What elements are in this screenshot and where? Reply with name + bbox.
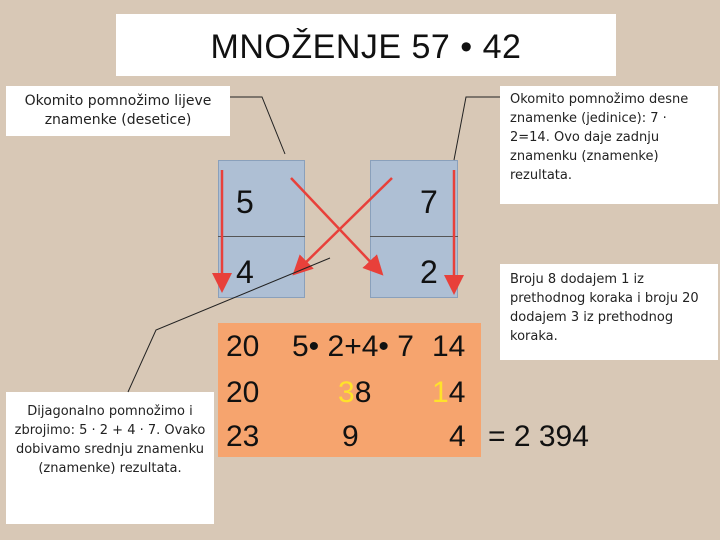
row3-units: 4 — [449, 420, 466, 453]
row1-middle: 5• 2+4• 7 — [292, 330, 414, 363]
note-diagonal: Dijagonalno pomnožimo i zbrojimo: 5 · 2 + 4 · 7. Ovako dobivamo srednju znamenku (znamenke) rezultata. — [6, 392, 214, 524]
page-title: MNOŽENJE 57 • 42 — [210, 28, 522, 66]
row3-tens: 23 — [226, 420, 260, 453]
connector-diagonal-note — [128, 258, 330, 392]
digit-bottom-left: 4 — [236, 254, 254, 290]
row2-middle-highlight: 3 — [338, 376, 355, 409]
cross-arrow-down-left — [296, 178, 392, 272]
digit-bottom-right: 2 — [420, 254, 438, 290]
row2-units-highlight: 1 — [432, 376, 449, 409]
digit-top-left: 5 — [236, 184, 254, 220]
row1-units: 14 — [432, 330, 466, 363]
note-units: Okomito pomnožimo desne znamenke (jedinice): 7 · 2=14. Ovo daje zadnju znamenku (znamenke) rezultata. — [500, 86, 718, 204]
note-carry: Broju 8 dodajem 1 iz prethodnog koraka i broju 20 dodajem 3 iz prethodnog koraka. — [500, 264, 718, 360]
row1-tens: 20 — [226, 330, 260, 363]
final-result: = 2 394 — [488, 420, 589, 453]
row2-middle-digit: 8 — [354, 376, 372, 409]
connector-units-note — [454, 97, 500, 160]
note-tens: Okomito pomnožimo lijeve znamenke (desetice) — [6, 86, 230, 136]
row2-tens: 20 — [226, 376, 260, 409]
row3-middle: 9 — [342, 420, 359, 453]
cross-arrow-down-right — [291, 178, 380, 272]
connector-tens-note — [230, 97, 285, 154]
row2-units-digit: 4 — [448, 376, 466, 409]
digit-top-right: 7 — [420, 184, 438, 220]
